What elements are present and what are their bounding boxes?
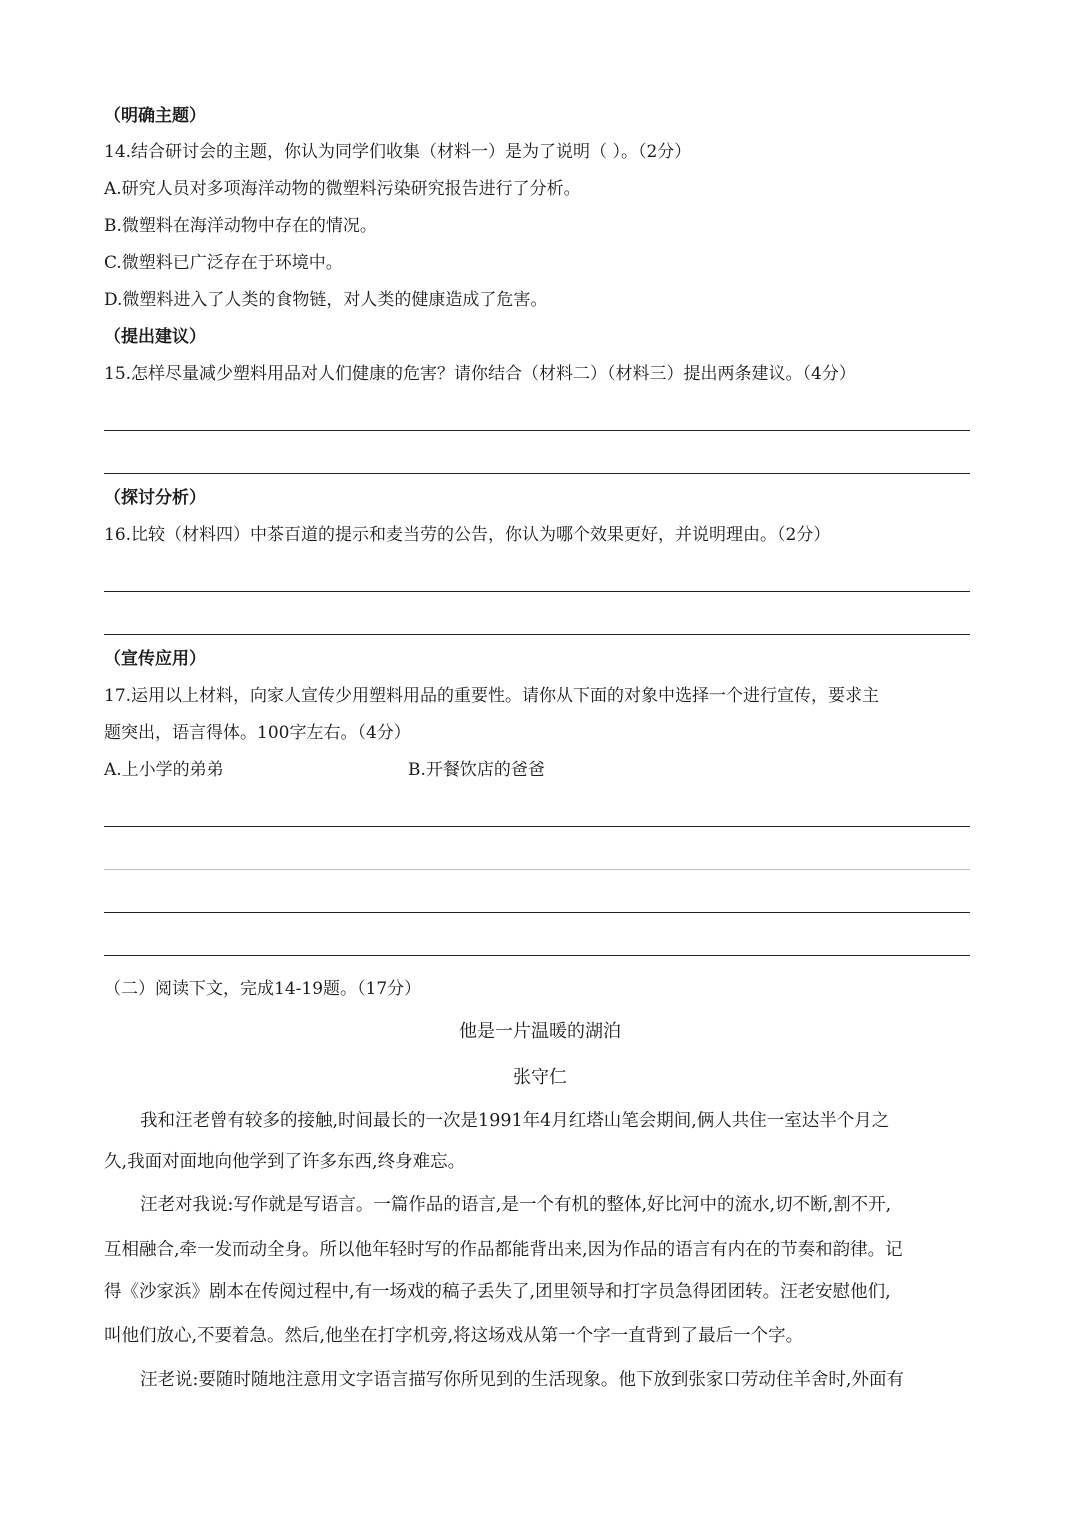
- question-14-option-c: C.微塑料已广泛存在于环境中。: [104, 253, 343, 273]
- question-14-option-b: B.微塑料在海洋动物中存在的情况。: [104, 216, 377, 236]
- answer-line-17-2[interactable]: [104, 869, 970, 870]
- paragraph-2-line-2: 互相融合,牵一发而动全身。所以他年轻时写的作品都能背出来,因为作品的语言有内在的节奏和韵律。记: [104, 1240, 903, 1260]
- question-17-option-a: A.上小学的弟弟: [104, 760, 224, 780]
- question-15-stem: 15.怎样尽量减少塑料用品对人们健康的危害？请你结合（材料二）（材料三）提出两条建议。（4分）: [104, 364, 856, 384]
- paragraph-1-line-2: 久,我面对面地向他学到了许多东西,终身难忘。: [104, 1152, 466, 1172]
- answer-line-17-3[interactable]: [104, 912, 970, 913]
- answer-line-17-1[interactable]: [104, 826, 970, 827]
- section-heading-suggestions: （提出建议）: [104, 327, 206, 347]
- question-17-option-b: B.开餐饮店的爸爸: [408, 760, 545, 780]
- passage-title: 他是一片温暖的湖泊: [459, 1021, 621, 1042]
- reading-section-intro: （二）阅读下文，完成14-19题。（17分）: [104, 979, 422, 999]
- question-14-option-d: D.微塑料进入了人类的食物链，对人类的健康造成了危害。: [104, 290, 548, 310]
- question-17-stem-line-2: 题突出，语言得体。100字左右。（4分）: [104, 723, 411, 743]
- paragraph-2-line-4: 叫他们放心,不要着急。然后,他坐在打字机旁,将这场戏从第一个字一直背到了最后一个字。: [104, 1326, 804, 1346]
- question-17-stem-line-1: 17.运用以上材料，向家人宣传少用塑料用品的重要性。请你从下面的对象中选择一个进行宣传，要求主: [104, 686, 880, 706]
- paragraph-2-line-1: 汪老对我说:写作就是写语言。一篇作品的语言,是一个有机的整体,好比河中的流水,切不断,割不开,: [140, 1195, 892, 1215]
- answer-line-15-1[interactable]: [104, 430, 970, 431]
- question-16-stem: 16.比较（材料四）中茶百道的提示和麦当劳的公告，你认为哪个效果更好，并说明理由。（2分）: [104, 525, 831, 545]
- paragraph-2-line-3: 得《沙家浜》剧本在传阅过程中,有一场戏的稿子丢失了,团里领导和打字员急得团团转。汪老安慰他们,: [104, 1282, 891, 1302]
- passage-author: 张守仁: [513, 1067, 567, 1088]
- section-heading-promotion: （宣传应用）: [104, 649, 206, 669]
- answer-line-17-4[interactable]: [104, 955, 970, 956]
- section-heading-clarify-theme: （明确主题）: [104, 106, 206, 126]
- section-heading-analysis: （探讨分析）: [104, 488, 206, 508]
- answer-line-15-2[interactable]: [104, 473, 970, 474]
- answer-line-16-1[interactable]: [104, 591, 970, 592]
- paragraph-1-line-1: 我和汪老曾有较多的接触,时间最长的一次是1991年4月红塔山笔会期间,俩人共住一室达半个月之: [140, 1111, 890, 1131]
- answer-line-16-2[interactable]: [104, 634, 970, 635]
- paragraph-3-line-1: 汪老说:要随时随地注意用文字语言描写你所见到的生活现象。他下放到张家口劳动住羊舍时,外面有: [140, 1370, 904, 1390]
- question-14-option-a: A.研究人员对多项海洋动物的微塑料污染研究报告进行了分析。: [104, 179, 581, 199]
- question-14-stem: 14.结合研讨会的主题，你认为同学们收集（材料一）是为了说明（ ）。（2分）: [104, 142, 692, 162]
